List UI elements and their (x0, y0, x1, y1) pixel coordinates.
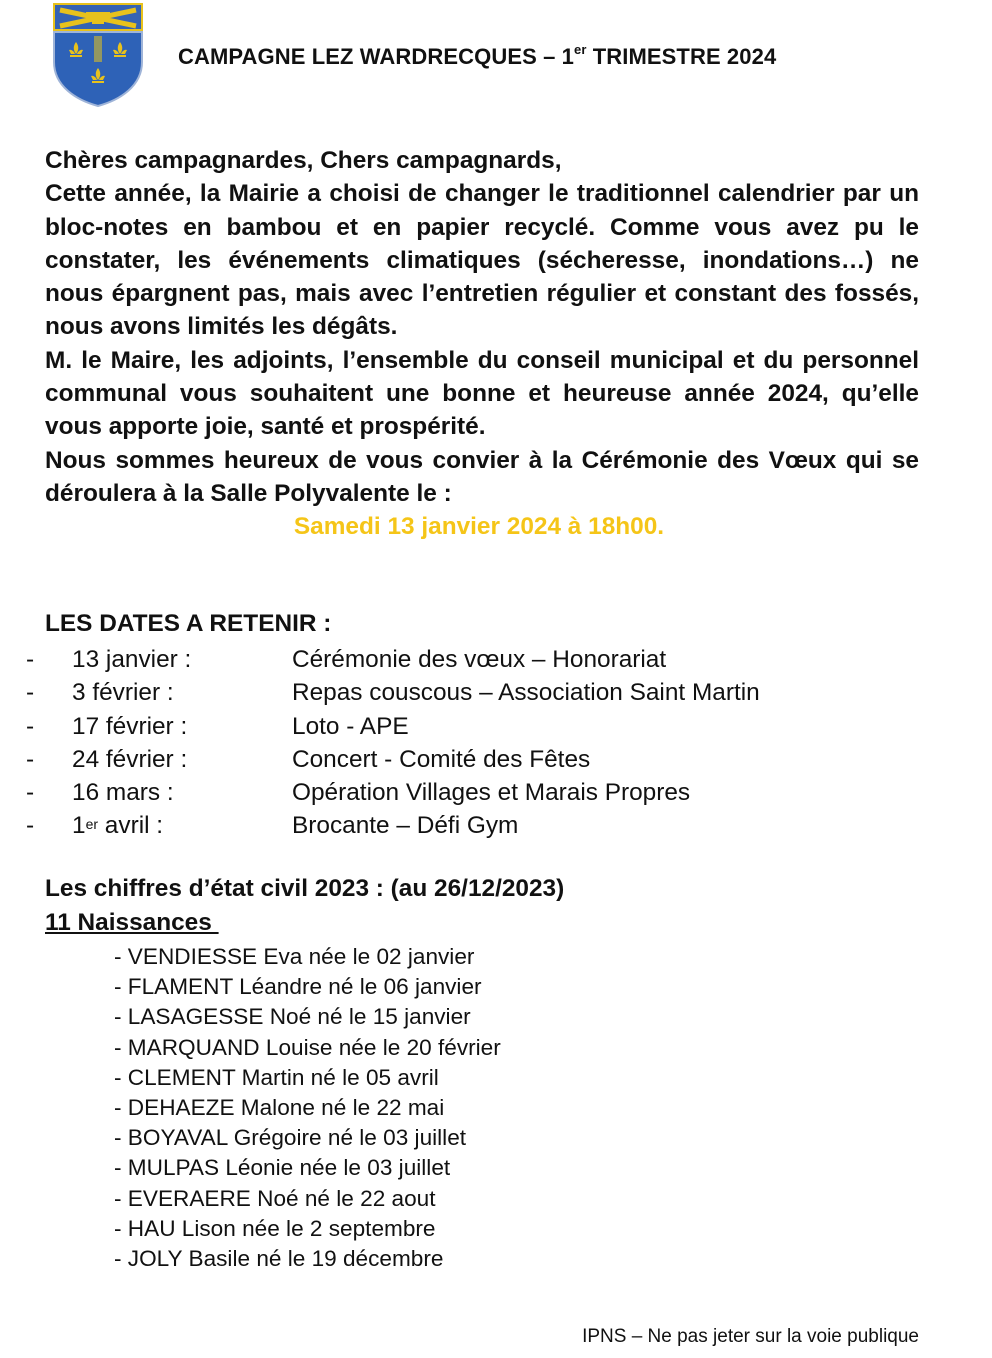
civil-status-title: Les chiffres d’état civil 2023 : (au 26/12/2023) (45, 875, 565, 902)
date-label: 1er avril : (72, 812, 164, 840)
list-item: - JOLY Basile né le 19 décembre (114, 1246, 444, 1272)
list-item: - CLEMENT Martin né le 05 avril (114, 1064, 439, 1090)
list-item: - 24 février : Concert - Comité des Fêtes (0, 743, 960, 776)
event-label: Opération Villages et Marais Propres (292, 779, 691, 807)
page-title: CAMPAGNE LEZ WARDRECQUES – 1er TRIMESTRE 2024 (178, 42, 777, 69)
list-item: - EVERAERE Noé né le 22 aout (114, 1185, 436, 1211)
ceremony-date: Samedi 13 janvier 2024 à 18h00. (293, 513, 665, 541)
event-label: Concert - Comité des Fêtes (292, 745, 591, 773)
list-item: - MARQUAND Louise née le 20 février (114, 1034, 501, 1060)
list-item: - FLAMENT Léandre né le 06 janvier (114, 974, 482, 1000)
footer-note: IPNS – Ne pas jeter sur la voie publique (582, 1326, 919, 1347)
date-label: 3 février : (72, 679, 174, 707)
event-label: Loto - APE (292, 712, 409, 740)
list-item: - 3 février : Repas couscous – Association Saint Martin (0, 676, 960, 709)
event-label: Repas couscous – Association Saint Martin (292, 679, 760, 707)
event-label: Brocante – Défi Gym (292, 812, 519, 840)
list-item: - 13 janvier : Cérémonie des vœux – Honorariat (0, 643, 960, 676)
list-item: - 17 février : Loto - APE (0, 710, 960, 743)
greeting: Chères campagnardes, Chers campagnards, (45, 147, 562, 174)
invitation-paragraph: Nous sommes heureux de vous convier à la Cérémonie des Vœux qui se déroulera à la Salle Polyvalente le : (45, 446, 919, 507)
event-label: Cérémonie des vœux – Honorariat (292, 646, 667, 673)
list-item: - 1er avril : Brocante – Défi Gym (0, 809, 960, 842)
wishes-paragraph: M. le Maire, les adjoints, l’ensemble du conseil municipal et du personnel communal vous souhaitent une bonne et heureuse année 2024, qu’elle vous apporte joie, santé et prospérité. (45, 346, 919, 441)
list-item: - 16 mars : Opération Villages et Marais Propres (0, 776, 960, 809)
list-item: - BOYAVAL Grégoire né le 03 juillet (114, 1125, 467, 1151)
dates-list (0, 643, 960, 843)
births-list (114, 942, 501, 1274)
date-label: 17 février : (72, 712, 188, 740)
intro-paragraph: Cette année, la Mairie a choisi de changer le traditionnel calendrier par un bloc-notes en bambou et en papier recyclé. Comme vous avez pu le constater, les événements climatiques (sécheresse, inondations…) ne nous épargnent pas, mais avec l’entretien régulier et constant des fossés, nous avons limités les dégâts. (45, 180, 919, 341)
date-label: 16 mars : (72, 779, 174, 807)
list-item: - VENDIESSE Eva née le 02 janvier (114, 944, 475, 969)
list-item: - MULPAS Léonie née le 03 juillet (114, 1155, 451, 1181)
date-label: 13 janvier : (72, 646, 192, 673)
date-label: 24 février : (72, 745, 188, 773)
births-title: 11 Naissances (45, 909, 219, 936)
intro-section (45, 144, 919, 544)
list-item: - LASAGESSE Noé né le 15 janvier (114, 1004, 471, 1030)
list-item: - DEHAEZE Malone né le 22 mai (114, 1095, 445, 1121)
dates-title: LES DATES A RETENIR : (45, 610, 332, 637)
list-item: - HAU Lison née le 2 septembre (114, 1215, 436, 1241)
coat-of-arms-icon (50, 2, 146, 108)
